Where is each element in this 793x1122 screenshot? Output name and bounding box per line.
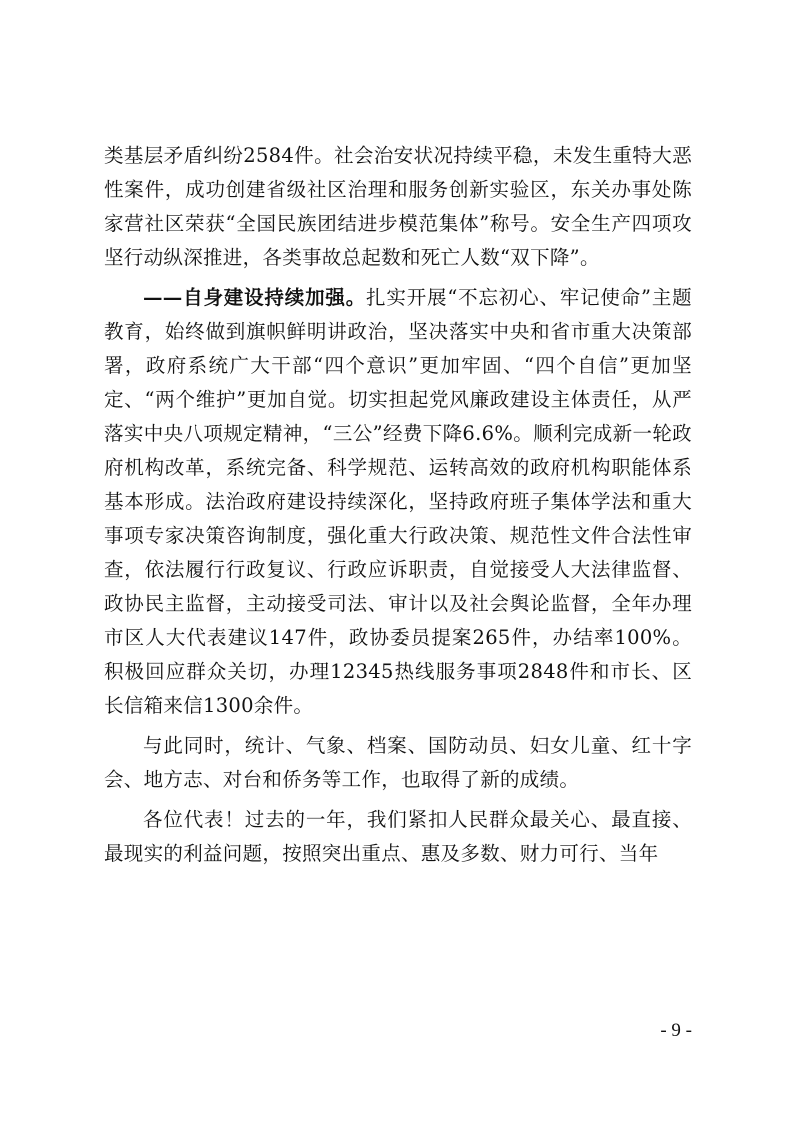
paragraph-address-delegates <box>104 803 692 871</box>
paragraph-text: 扎实开展“不忘初心、牢记使命”主题教育，始终做到旗帜鲜明讲政治，坚决落实中央和省市重大决策部署，政府系统广大干部“四个意识”更加牢固、“四个自信”更加坚定、“两个维护”更加自觉。切实担起党风廉政建设主体责任，从严落实中央八项规定精神，“三公”经费下降6.6%。顺利完成新一轮政府机构改革，系统完备、科学规范、运转高效的政府机构职能体系基本形成。法治政府建设持续深化，坚持政府班子集体学法和重大事项专家决策咨询制度，强化重大行政决策、规范性文件合法性审查，依法履行行政复议、行政应诉职责，自觉接受人大法律监督、政协民主监督，主动接受司法、审计以及社会舆论监督，全年办理市区人大代表建议147件，政协委员提案265件，办结率100%。积极回应群众关切，办理12345热线服务事项2848件和市长、区长信箱来信1300余件。 <box>104 286 692 717</box>
paragraph-text: 各位代表！过去的一年，我们紧扣人民群众最关心、最直接、最现实的利益问题，按照突出重点、惠及多数、财力可行、当年 <box>104 808 692 865</box>
page-number: - 9 - <box>660 1020 692 1041</box>
paragraph-lead-heading: ——自身建设持续加强。 <box>143 286 367 309</box>
paragraph-other-work <box>104 729 692 797</box>
paragraph-continuation <box>104 139 692 275</box>
paragraph-self-construction <box>104 281 692 723</box>
paragraph-text: 与此同时，统计、气象、档案、国防动员、妇女儿童、红十字会、地方志、对台和侨务等工作，也取得了新的成绩。 <box>104 734 692 791</box>
body-text <box>104 139 692 877</box>
paragraph-text: 类基层矛盾纠纷2584件。社会治安状况持续平稳，未发生重特大恶性案件，成功创建省级社区治理和服务创新实验区，东关办事处陈家营社区荣获“全国民族团结进步模范集体”称号。安全生产四项攻坚行动纵深推进，各类事故总起数和死亡人数“双下降”。 <box>104 144 692 269</box>
